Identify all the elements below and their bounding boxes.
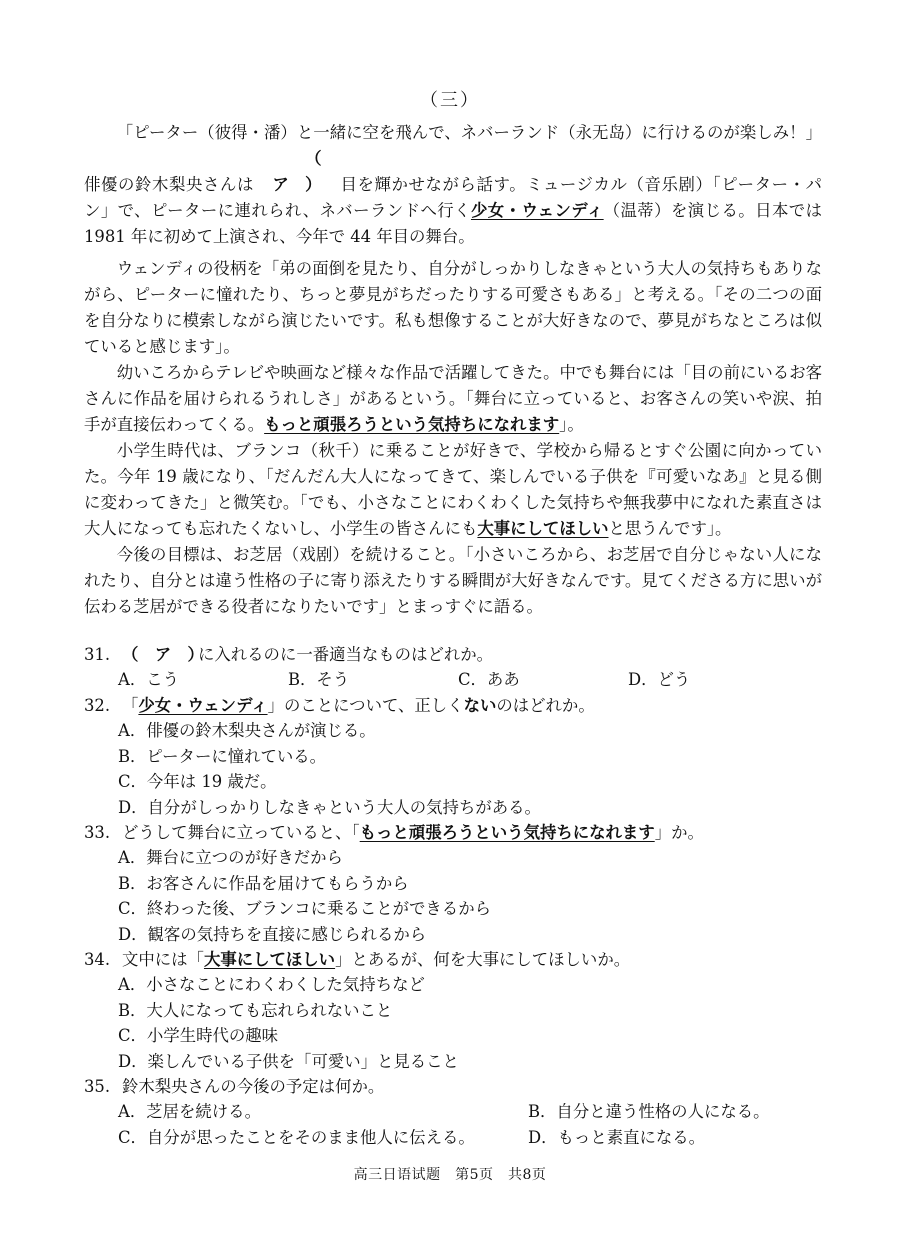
question-stem: 」か。 — [654, 823, 704, 842]
emphasis-nai: ない — [463, 696, 497, 715]
reading-passage — [84, 120, 822, 620]
question-33 — [84, 820, 822, 947]
option-b[interactable]: B．大人になっても忘れられないこと — [118, 1000, 393, 1020]
question-number: 34. — [84, 950, 111, 969]
blank-a: （ ア ） — [122, 645, 204, 664]
question-stem: 「 — [122, 696, 139, 715]
question-stem: に入れるのに一番適当なものはどれか。 — [198, 645, 494, 664]
option-d[interactable]: D．自分がしっかりしなきゃという大人の気持ちがある。 — [118, 797, 541, 817]
option-a[interactable]: A．こう — [118, 670, 180, 689]
option-b[interactable]: B．お客さんに作品を届けてもらうから — [118, 873, 409, 893]
page-footer: 高三日语试题 第5页 共8页 — [353, 1167, 547, 1183]
question-stem: 鈴木梨央さんの今後の予定は何か。 — [122, 1077, 385, 1096]
option-b[interactable]: B．ピーターに憧れている。 — [118, 746, 327, 766]
question-number: 33. — [84, 823, 111, 842]
option-d[interactable]: D．楽しんでいる子供を「可愛い」と見ること — [118, 1051, 459, 1071]
option-d[interactable]: D．観客の気持ちを直接に感じられるから — [118, 924, 427, 944]
passage-text: （温蒂）を演じる。日本では 1981 年に初めて上演され、今年で 44 年目の舞台。 — [84, 201, 822, 246]
passage-paragraph-2: ウェンディの役柄を「弟の面倒を見たり、自分がしっかりしなきゃという大人の気持ちもありながら、ピーターに憧れたり、ちっと夢見がちだったりする可愛さもある」と考える。「その二つの面を自分なりに模索しながら演じたいです。私も想像することが大好きなので、夢見がちなところは似ていると感じます」。 — [84, 259, 822, 356]
underlined-phrase-cherish: 大事にしてほしい — [477, 519, 609, 538]
underlined-phrase-wendy: 少女・ウェンディ — [470, 201, 604, 220]
passage-text: 幼いころからテレビや映画など様々な作品で活躍してきた。中でも舞台には「目の前にいるお客さんに作品を届けられるうれしさ」があるという。「舞台に立っていると、お客さんの笑いや涙、拍手が直接伝わってくる。 — [84, 363, 822, 434]
section-title: （三） — [420, 90, 480, 111]
question-stem: 」とあるが、何を大事にしてほしいか。 — [335, 950, 631, 969]
passage-text: 」。 — [559, 415, 584, 434]
question-stem: 文中には「 — [122, 950, 204, 969]
question-stem: のはどれか。 — [496, 696, 595, 715]
passage-text: 目を輝かせながら話す。ミュージカル（音乐剧）「ピーター・パン」で、ピーターに連れられ、ネバーランドへ行く — [84, 175, 822, 220]
passage-text: 小学生時代は、ブランコ（秋千）に乗ることが好きで、学校から帰るとすぐ公園に向かっていた。今年 19 歳になり、「だんだん大人になってきて、楽しんでいる子供を『可愛いなあ』と見る側に変わってきた」と微笑む。「でも、小さなことにわくわくした気持ちや無我夢中になれた素直さは大人になっても忘れたくないし、小学生の皆さんにも — [84, 441, 822, 538]
option-d[interactable]: D．どう — [628, 670, 691, 689]
question-number: 35. — [84, 1077, 111, 1096]
underlined-phrase-motivation: もっと頑張ろうという気持ちになれます — [359, 823, 655, 842]
question-stem: どうして舞台に立っていると、「 — [122, 823, 360, 842]
question-32 — [84, 693, 822, 820]
underlined-phrase-cherish: 大事にしてほしい — [203, 950, 336, 969]
question-35 — [84, 1074, 822, 1151]
passage-text: と思うんです」。 — [608, 519, 732, 538]
option-c[interactable]: C．今年は 19 歳だ。 — [118, 772, 277, 791]
option-c[interactable]: C．終わった後、ブランコに乗ることができるから — [118, 899, 491, 918]
option-b[interactable]: B．自分と違う性格の人になる。 — [528, 1102, 770, 1121]
underlined-phrase-wendy: 少女・ウェンディ — [138, 696, 268, 715]
question-34 — [84, 947, 822, 1074]
option-b[interactable]: B．そう — [288, 670, 350, 689]
passage-paragraph-4 — [84, 438, 822, 542]
question-stem: 」のことについて、正しく — [267, 696, 464, 715]
option-a[interactable]: A．芝居を続ける。 — [118, 1102, 261, 1121]
passage-paragraph-3 — [84, 360, 822, 438]
option-a[interactable]: A．俳優の鈴木梨央さんが演じる。 — [118, 721, 376, 740]
option-c[interactable]: C．小学生時代の趣味 — [118, 1026, 279, 1045]
blank-a: （ ア ） — [272, 149, 338, 194]
question-number: 32. — [84, 696, 111, 715]
passage-paragraph-1 — [84, 120, 822, 250]
underlined-phrase-motivation: もっと頑張ろうという気持ちになれます — [264, 415, 560, 434]
option-a[interactable]: A．舞台に立つのが好きだから — [118, 848, 343, 867]
option-a[interactable]: A．小さなことにわくわくした気持ちなど — [118, 975, 425, 994]
option-c[interactable]: C．ああ — [458, 670, 520, 689]
question-list — [84, 642, 822, 1151]
option-c[interactable]: C．自分が思ったことをそのまま他人に伝える。 — [118, 1128, 475, 1147]
passage-paragraph-5: 今後の目標は、お芝居（戏剧）を続けること。「小さいころから、お芝居で自分じゃない人になれたり、自分とは違う性格の子に寄り添えたりする瞬間が大好きなんです。見てくださる方に思いが伝わる芝居ができる役者になりたいです」とまっすぐに語る。 — [84, 545, 822, 616]
option-d[interactable]: D．もっと素直になる。 — [528, 1128, 706, 1147]
question-number: 31. — [84, 645, 111, 664]
question-31 — [84, 642, 822, 693]
passage-text: 「ピーター（彼得・潘）と一緒に空を飛んで、ネバーランド（永无岛）に行けるのが楽しみ！」俳優の鈴木梨央さんは — [84, 123, 822, 194]
